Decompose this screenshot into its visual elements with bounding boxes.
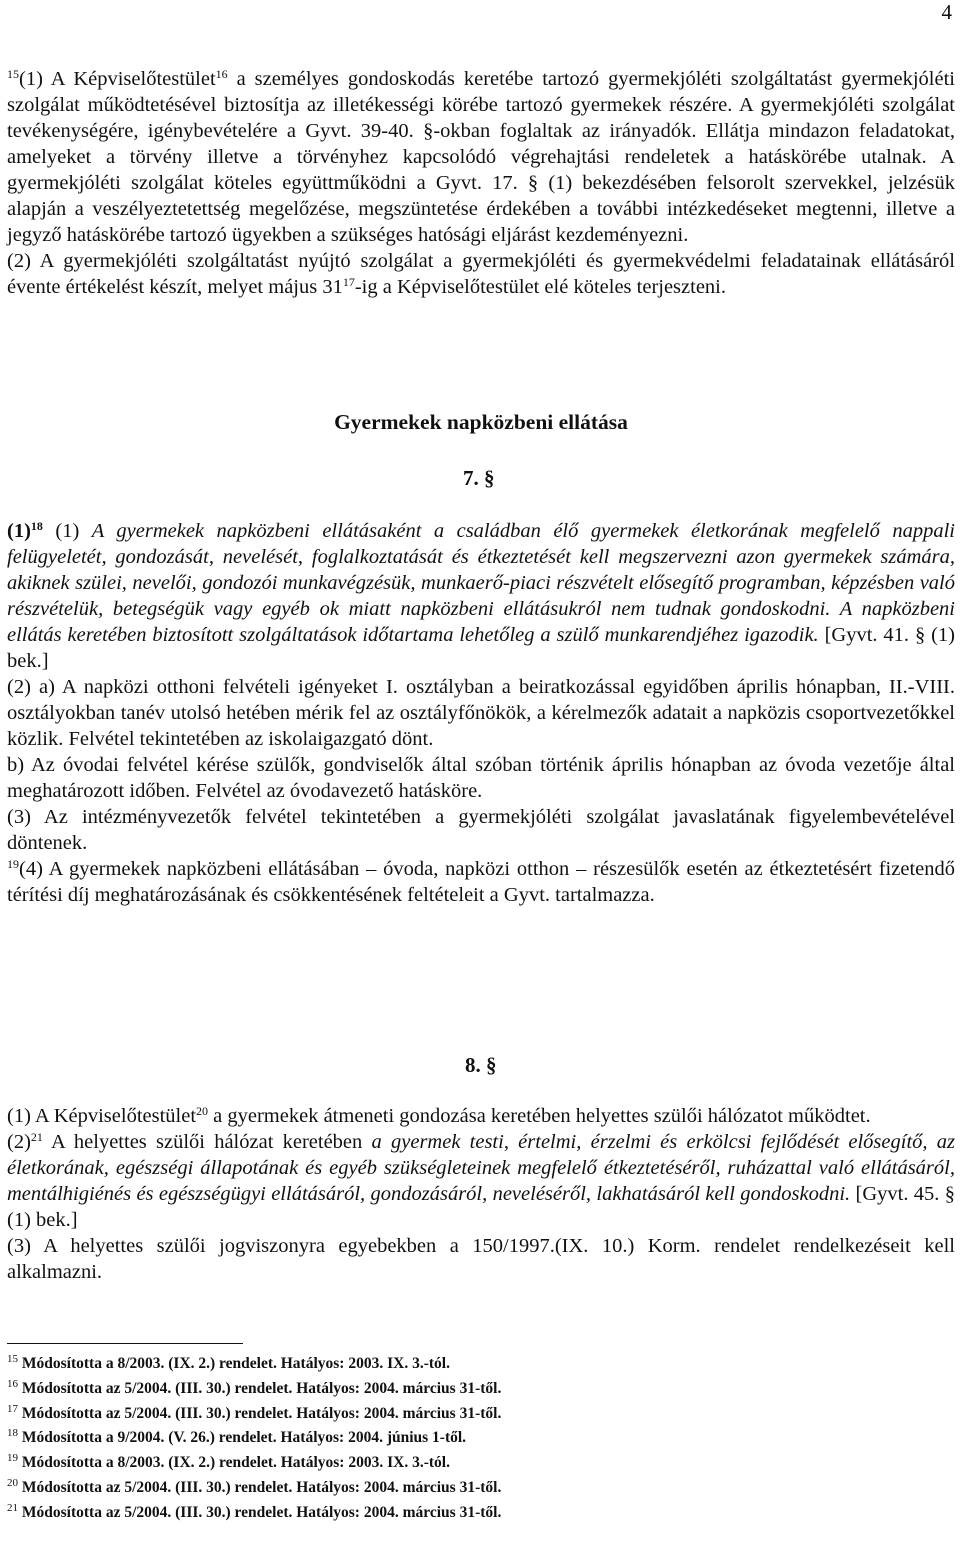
quoted-law-text: a gyermek testi, értelmi, érzelmi és erkölcsi fejlődését elősegítő, az életkorának, egészségi állapotának és egyéb szükségleteinek megfelelő étkeztetéséről, ruházattal való ellátásáról, mentálhigiénés és egészségügyi ellátásáról, gondozásáról, neveléséről, lakhatásáról kell gondoskodni. xyxy=(7,1131,955,1205)
footnote xyxy=(7,1377,947,1402)
paragraph-8-3: (3) A helyettes szülői jogviszonyra egyebekben a 150/1997.(IX. 10.) Korm. rendelet rendelkezéseit kell alkalmazni. xyxy=(7,1235,955,1283)
paragraph-7-1 xyxy=(7,518,955,674)
text-run: (1) A Képviselőtestület xyxy=(19,68,216,90)
text-run: A helyettes szülői hálózat keretében xyxy=(42,1131,372,1153)
paragraph-8-2 xyxy=(7,1129,955,1233)
paragraph-7-3: b) Az óvodai felvétel kérése szülők, gondviselők által szóban történik április hónapban az óvoda vezetője által meghatározott időben. Felvétel az óvodavezető hatásköre. xyxy=(7,754,955,802)
page-number: 4 xyxy=(941,0,952,24)
footnote-ref: 20 xyxy=(196,1104,209,1118)
section-8-text xyxy=(7,1103,955,1285)
text-run: -ig a Képviselőtestület elé köteles terjeszteni. xyxy=(354,276,727,298)
text-run: a személyes gondoskodás keretébe tartozó gyermekjóléti szolgáltatást gyermekjóléti szolgálat működtetésével biztosítja az illetékességi körébe tartozó gyermekek részére. A gyermekjóléti szolgálat tevékenységére, igénybevételére a Gyvt. 39-40. §-okban foglaltak az irányadók. Ellátja mindazon feladatokat, amelyeket a törvény illetve a törvényhez kapcsolódó végrehajtási rendeletek a hatáskörébe utalnak. A gyermekjóléti szolgálat köteles együttműködni a Gyvt. 17. § (1) bekezdésében felsorolt szervekkel, jelzésük alapján a veszélyeztetettség megelőzése, megszüntetése érdekében a további intézkedéseket megtenni, illetve a jegyző hatáskörébe tartozó ügyekben a szükséges hatósági eljárást kezdeményezni. xyxy=(7,68,955,246)
section-6-text xyxy=(7,66,955,300)
paragraph-7-2: (2) a) A napközi otthoni felvételi igényeket I. osztályban a beiratkozással egyidőben április hónapban, II.-VIII. osztályokban tanév utolsó hetében mérik fel az osztályfőnökök, a kérelmezők adatait a napközis csoportvezetőkkel közlik. Felvétel tekintetében az iskolaigazgató dönt. xyxy=(7,676,955,750)
footnote-number: 17 xyxy=(7,1402,18,1415)
footnote-number: 16 xyxy=(7,1377,18,1390)
text-run: (4) A gyermekek napközbeni ellátásában – óvoda, napközi otthon – részesülők esetén az étkeztetésért fizetendő térítési díj meghatározásának és csökkentésének feltételeit a Gyvt. tartalmazza. xyxy=(7,858,955,906)
footnote-ref: 19 xyxy=(7,857,19,871)
paragraph-7-4: (3) Az intézményvezetők felvétel tekintetében a gyermekjóléti szolgálat javaslatának figyelembevételével döntenek. xyxy=(7,806,955,854)
footnote-number: 18 xyxy=(7,1427,18,1440)
footnote xyxy=(7,1476,947,1501)
section-number-7: 7. § xyxy=(463,466,495,490)
law-reference: [Gyvt. 45. § (1) bek.] xyxy=(7,1183,955,1231)
footnote-text: Módosította az 5/2004. (III. 30.) rendelet. Hatályos: 2004. március 31-től. xyxy=(18,1478,502,1496)
footnote-text: Módosította az 5/2004. (III. 30.) rendelet. Hatályos: 2004. március 31-től. xyxy=(18,1503,502,1521)
paragraph-7-5 xyxy=(7,856,955,908)
footnote-number: 21 xyxy=(7,1501,18,1514)
footnote xyxy=(7,1451,947,1476)
footnote-ref: 21 xyxy=(30,1130,43,1144)
section-number-8: 8. § xyxy=(465,1053,497,1077)
footnote-number: 20 xyxy=(7,1476,18,1489)
footnote-text: Módosította az 5/2004. (III. 30.) rendelet. Hatályos: 2004. március 31-től. xyxy=(18,1379,502,1397)
footnote-ref: 18 xyxy=(30,519,43,533)
paragraph-6-2 xyxy=(7,248,955,300)
paragraph-number: (1) xyxy=(7,520,31,542)
footnote-text: Módosította az 5/2004. (III. 30.) rendelet. Hatályos: 2004. március 31-től. xyxy=(18,1404,502,1422)
law-reference: [Gyvt. 41. § (1) bek.] xyxy=(7,624,955,672)
paragraph-6-1 xyxy=(7,66,955,248)
text-run: a gyermekek átmeneti gondozása keretében helyettes szülői hálózatot működtet. xyxy=(208,1105,871,1127)
quoted-law-text: A gyermekek napközbeni ellátásaként a családban élő gyermekek életkorának megfelelő nappali felügyeletét, gondozását, nevelését, foglalkoztatását és étkeztetését kell megszervezni azon gyermekek számára, akiknek szülei, nevelői, gondozói munkavégzésük, munkaerő-piaci részvételt elősegítő programban, képzésben való részvételük, betegségük vagy egyéb ok miatt napközbeni ellátásukról nem tudnak gondoskodni. A napközbeni ellátás keretében biztosított szolgáltatások időtartama lehetőleg a szülő munkarendjéhez igazodik. xyxy=(7,520,955,646)
footnote xyxy=(7,1402,947,1427)
paragraph-8-1 xyxy=(7,1103,955,1129)
footnote-number: 19 xyxy=(7,1452,18,1465)
footnote-ref: 15 xyxy=(7,67,19,81)
text-run: (1) xyxy=(42,520,92,542)
text-run: (2) xyxy=(7,1131,31,1153)
footnote-text: Módosította a 9/2004. (V. 26.) rendelet. Hatályos: 2004. június 1-től. xyxy=(18,1429,467,1447)
footnote xyxy=(7,1426,947,1451)
footnote xyxy=(7,1501,947,1526)
footnote-ref: 17 xyxy=(342,275,355,289)
footnote-text: Módosította a 8/2003. (IX. 2.) rendelet. Hatályos: 2003. IX. 3.-tól. xyxy=(18,1454,450,1472)
text-run: (2) A gyermekjóléti szolgáltatást nyújtó szolgálat a gyermekjóléti és gyermekvédelmi feladatainak ellátásáról évente értékelést készít, melyet május 31 xyxy=(7,250,955,298)
footnote xyxy=(7,1352,947,1377)
footnote-text: Módosította a 8/2003. (IX. 2.) rendelet. Hatályos: 2003. IX. 3.-tól. xyxy=(18,1355,450,1372)
section-7-text xyxy=(7,518,955,908)
section-heading: Gyermekek napközbeni ellátása xyxy=(334,410,628,434)
footnotes xyxy=(7,1352,947,1526)
text-run: (1) A Képviselőtestület xyxy=(7,1105,197,1127)
footnote-number: 15 xyxy=(7,1353,18,1365)
footnote-separator xyxy=(7,1343,243,1344)
footnote-ref: 16 xyxy=(215,67,228,81)
